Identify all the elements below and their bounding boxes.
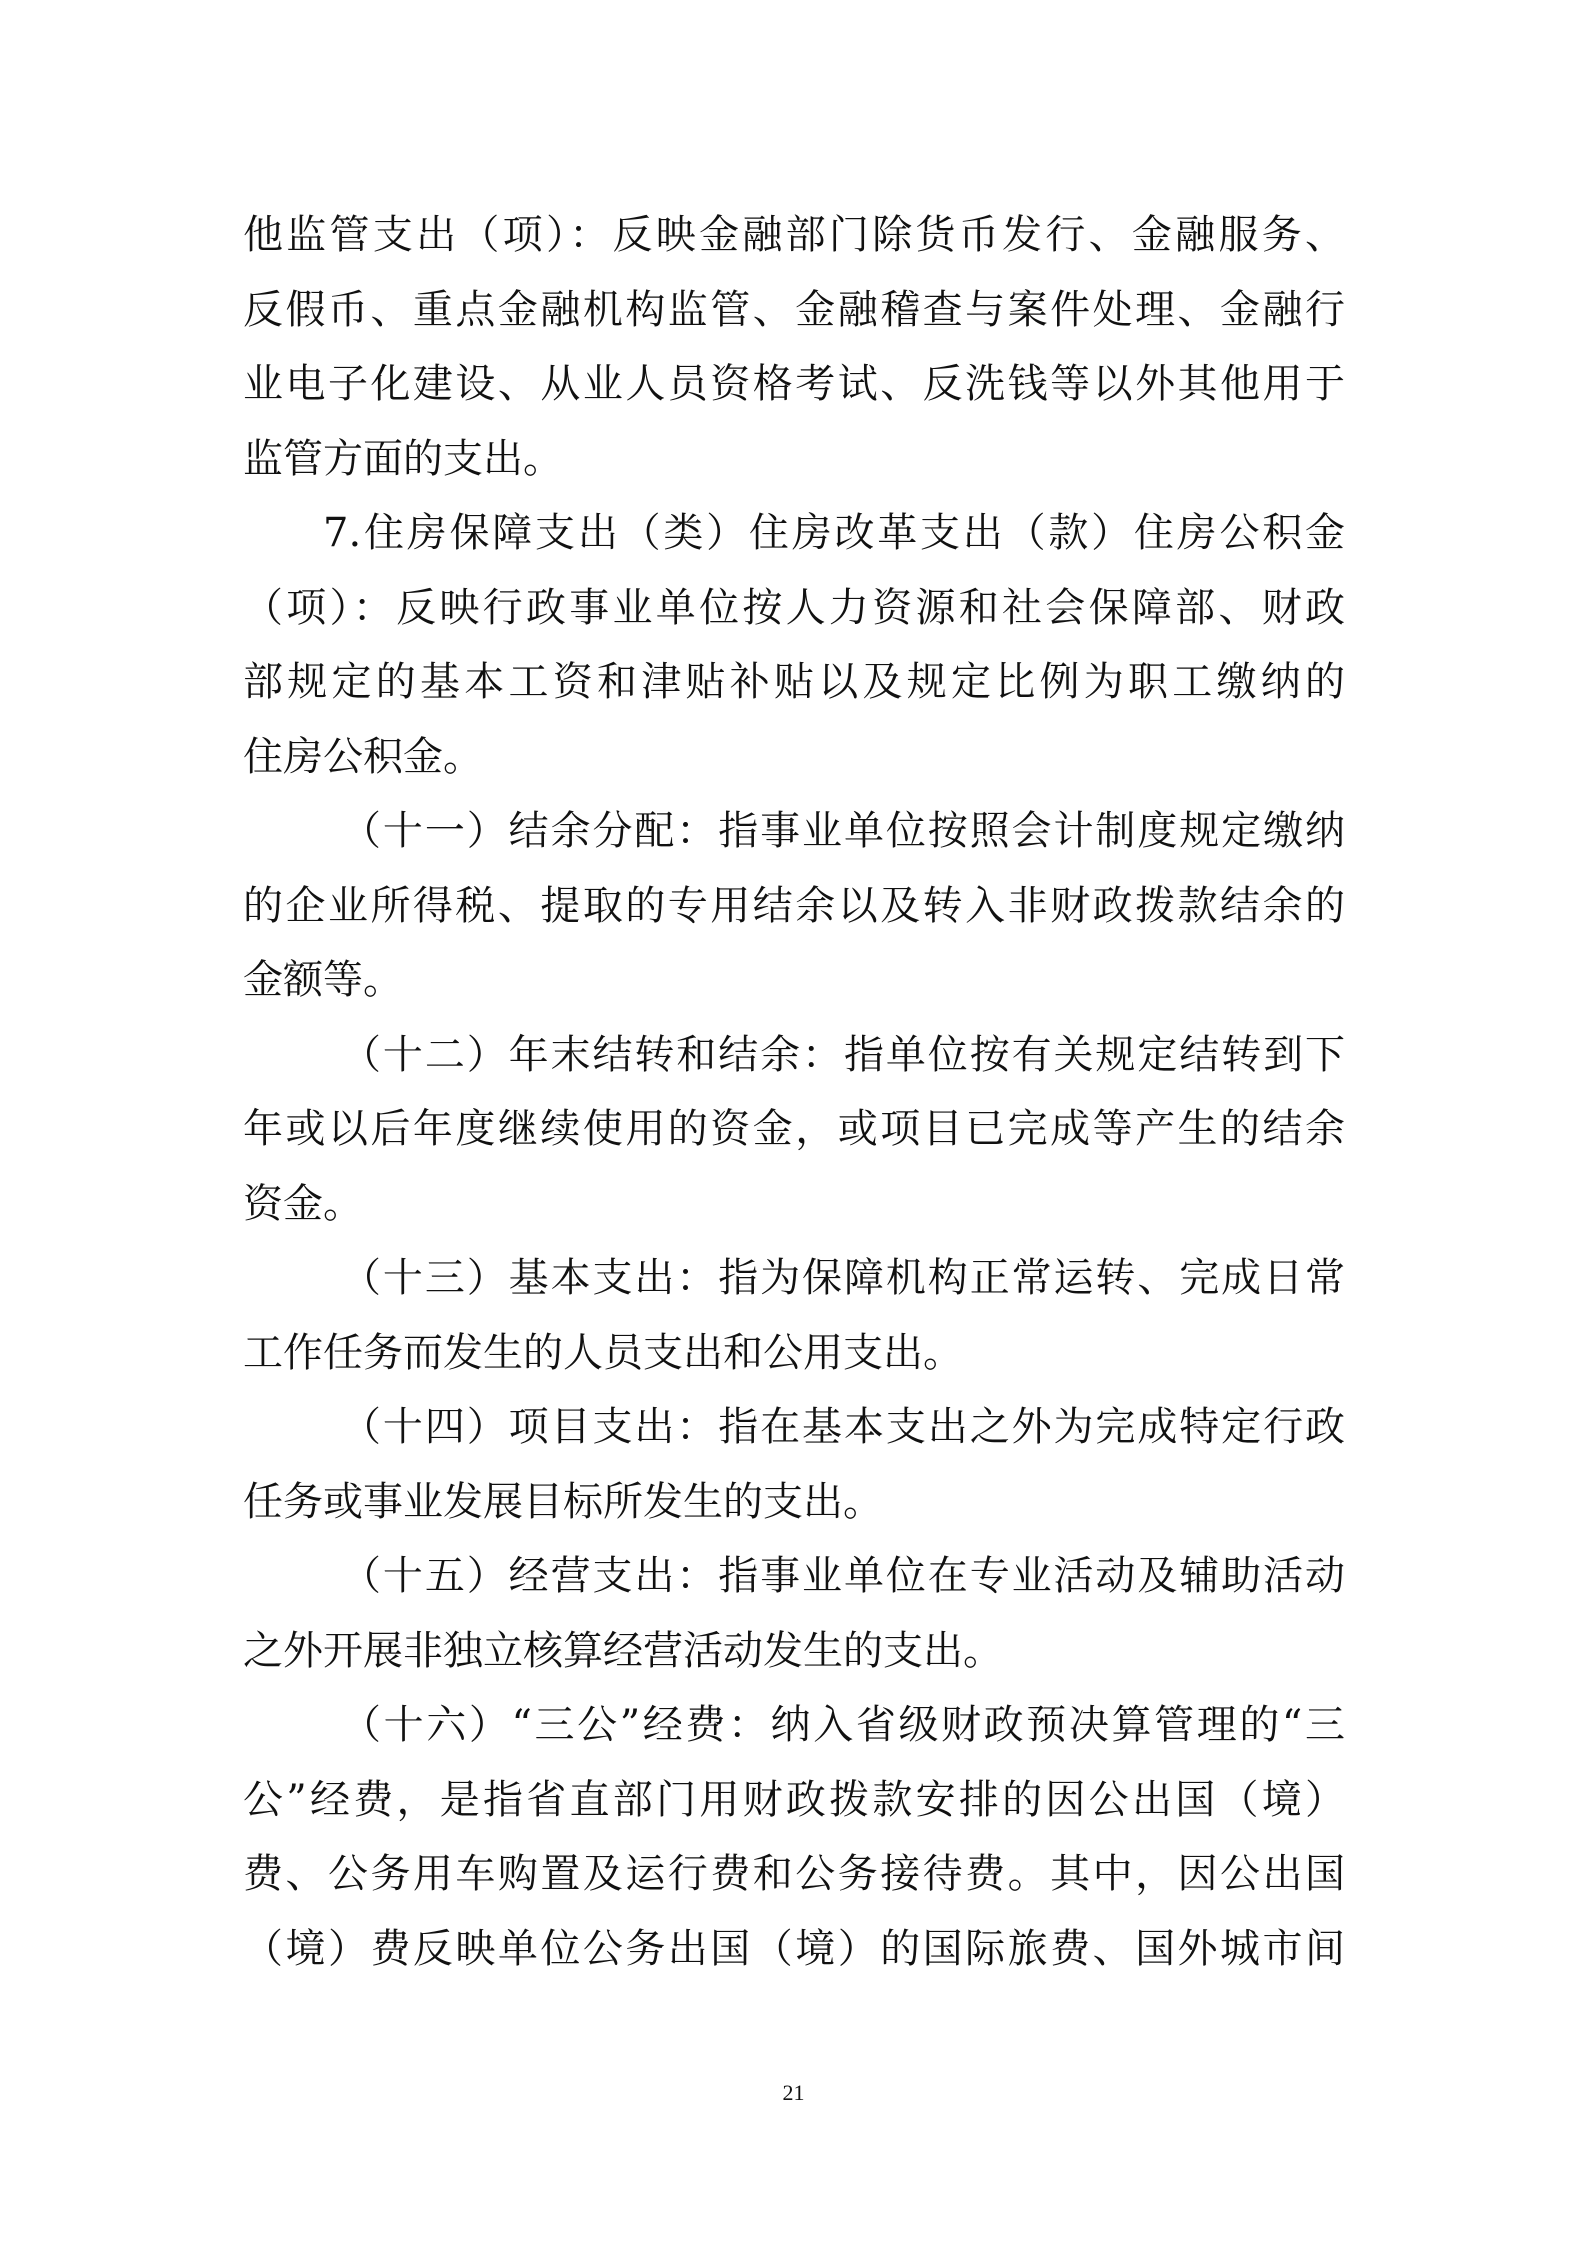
text-line: 年或以后年度继续使用的资金，或项目已完成等产生的结余 <box>243 1106 1345 1152</box>
text-line: 资金。 <box>243 1180 363 1227</box>
text-line: （十五）经营支出：指事业单位在专业活动及辅助活动 <box>341 1553 1345 1599</box>
text-line: 业电子化建设、从业人员资格考试、反洗钱等以外其他用于 <box>243 361 1345 407</box>
text-line: 的企业所得税、提取的专用结余以及转入非财政拨款结余的 <box>243 882 1345 929</box>
text-line: （十一）结余分配：指事业单位按照会计制度规定缴纳 <box>341 808 1345 854</box>
text-line: 住房公积金。 <box>243 733 483 780</box>
text-line: 反假币、重点金融机构监管、金融稽查与案件处理、金融行 <box>243 286 1345 333</box>
text-line: （境）费反映单位公务出国（境）的国际旅费、国外城市间 <box>243 1925 1345 1972</box>
text-line: 任务或事业发展目标所发生的支出。 <box>243 1478 883 1525</box>
text-line: 监管方面的支出。 <box>243 435 563 482</box>
text-line: 7.住房保障支出（类）住房改革支出（款）住房公积金 <box>323 510 1345 556</box>
text-line: 工作任务而发生的人员支出和公用支出。 <box>243 1329 963 1376</box>
text-line: （项）：反映行政事业单位按人力资源和社会保障部、财政 <box>243 584 1345 631</box>
text-line: （十三）基本支出：指为保障机构正常运转、完成日常 <box>341 1255 1345 1301</box>
page-number: 21 <box>782 2080 805 2105</box>
text-line: 之外开展非独立核算经营活动发生的支出。 <box>243 1627 1003 1674</box>
text-line: 部规定的基本工资和津贴补贴以及规定比例为职工缴纳的 <box>243 659 1345 705</box>
text-line: （十四）项目支出：指在基本支出之外为完成特定行政 <box>341 1404 1345 1450</box>
text-line: 费、公务用车购置及运行费和公务接待费。其中，因公出国 <box>243 1851 1345 1897</box>
text-line: （十六）“三公”经费：纳入省级财政预决算管理的“三 <box>341 1702 1345 1748</box>
text-line: （十二）年末结转和结余：指单位按有关规定结转到下 <box>341 1031 1345 1078</box>
text-line: 金额等。 <box>243 957 403 1003</box>
body-text <box>243 198 1345 1986</box>
text-line: 他监管支出（项）：反映金融部门除货币发行、金融服务、 <box>243 212 1345 258</box>
text-line: 公”经费，是指省直部门用财政拨款安排的因公出国（境） <box>243 1776 1345 1823</box>
